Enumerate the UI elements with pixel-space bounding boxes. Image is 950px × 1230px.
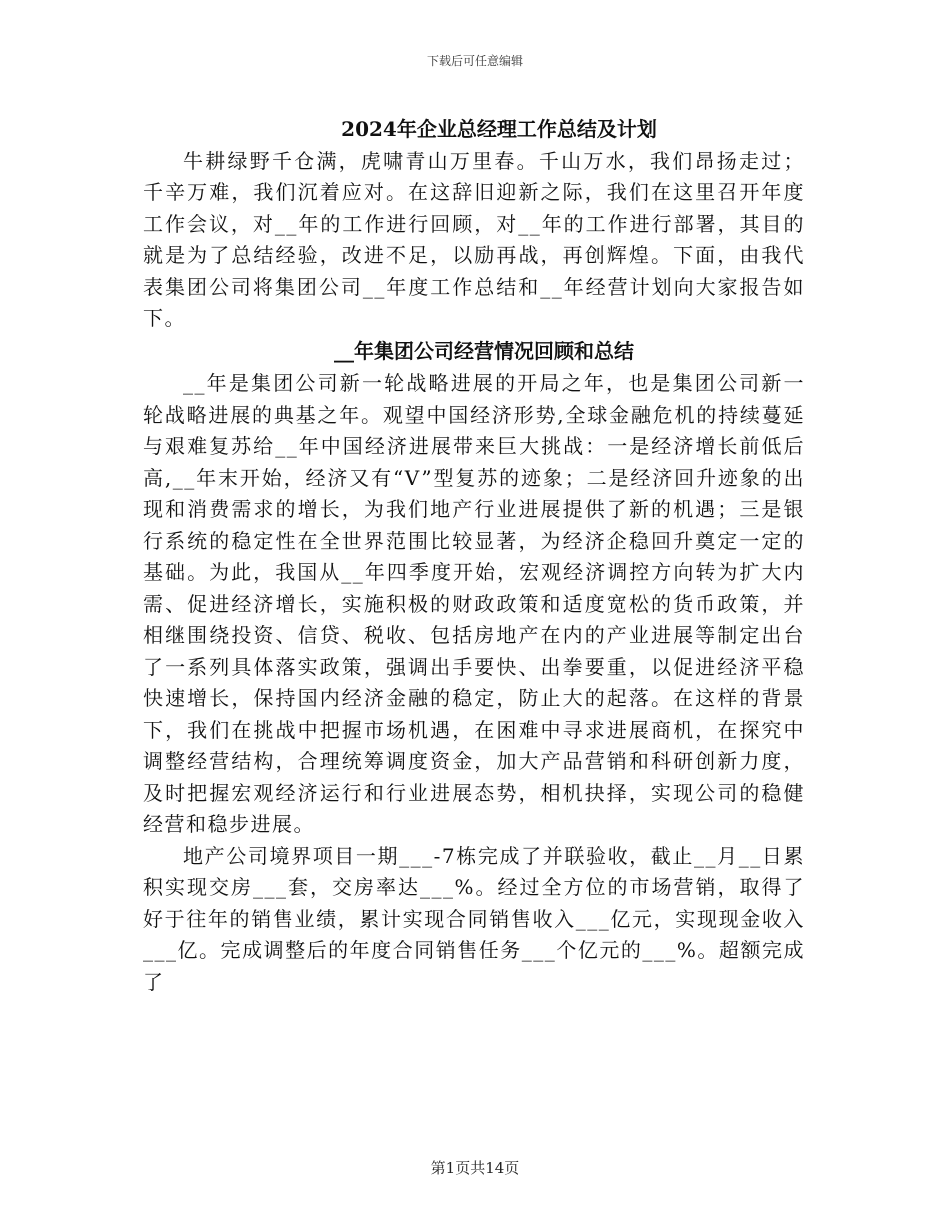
section-title: __年集团公司经营情况回顾和总结	[334, 339, 634, 364]
intro-paragraph: 牛耕绿野千仓满，虎啸青山万里春。千山万水，我们昂扬走过；千辛万难，我们沉着应对。在这辞旧迎新之际，我们在这里召开年度工作会议，对__年的工作进行回顾，对__年的工作进行部署，其目的就是为了总结经验，改进不足，以励再战，再创辉煌。下面，由我代表集团公司将集团公司__年度工作总结和__年经营计划向大家报告如下。	[143, 149, 805, 331]
document-body	[143, 112, 805, 998]
real-estate-paragraph: 地产公司境界项目一期___-7栋完成了并联验收，截止__月__日累积实现交房___套，交房率达___%。经过全方位的市场营销，取得了好于往年的销售业绩，累计实现合同销售收入___亿元，实现现金收入___亿。完成调整后的年度合同销售任务___个亿元的___%。超额完成了	[143, 843, 805, 994]
review-paragraph: __年是集团公司新一轮战略进展的开局之年，也是集团公司新一轮战略进展的典基之年。观望中国经济形势,全球金融危机的持续蔓延与艰难复苏给__年中国经济进展带来巨大挑战：一是经济增长前低后高,__年末开始，经济又有“V”型复苏的迹象；二是经济回升迹象的出现和消费需求的增长，为我们地产行业进展提供了新的机遇；三是银行系统的稳定性在全世界范围比较显著，为经济企稳回升奠定一定的基础。为此，我国从__年四季度开始，宏观经济调控方向转为扩大内需、促进经济增长，实施积极的财政政策和适度宽松的货币政策，并相继围绕投资、信贷、税收、包括房地产在内的产业进展等制定出台了一系列具体落实政策，强调出手要快、出拳要重，以促进经济平稳快速增长，保持国内经济金融的稳定，防止大的起落。在这样的背景下，我们在挑战中把握市场机遇，在困难中寻求进展商机，在探究中调整经营结构，合理统筹调度资金，加大产品营销和科研创新力度，及时把握宏观经济运行和行业进展态势，相机抉择，实现公司的稳健经营和稳步进展。	[143, 371, 805, 837]
page-header: 下载后可任意编辑	[426, 54, 523, 68]
page-footer: 第1页共14页	[430, 1159, 520, 1177]
document-title: 2024年企业总经理工作总结及计划	[341, 117, 657, 141]
